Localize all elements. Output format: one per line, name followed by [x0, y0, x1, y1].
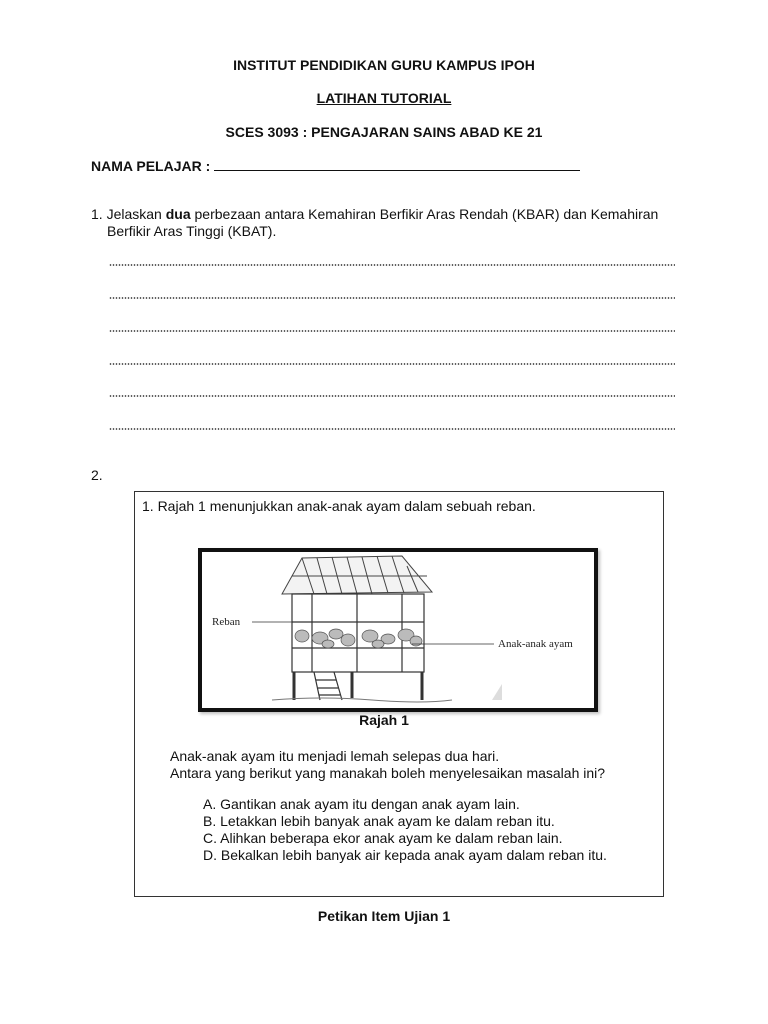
- coop-roof: [282, 556, 432, 594]
- answer-options: [203, 796, 607, 864]
- question-stem: [170, 748, 605, 782]
- coop-ladder: [314, 672, 342, 700]
- student-name-label: NAMA PELAJAR :: [91, 158, 211, 174]
- student-name-blank[interactable]: [214, 156, 580, 171]
- decorative-arrow-icon: [492, 684, 502, 700]
- question-1: [91, 206, 691, 240]
- answer-line[interactable]: [109, 362, 675, 366]
- question-1-text-before: Jelaskan: [106, 206, 166, 222]
- course-heading: SCES 3093 : PENGAJARAN SAINS ABAD KE 21: [225, 124, 543, 140]
- option-b[interactable]: B. Letakkan lebih banyak anak ayam ke dalam reban itu.: [203, 813, 555, 829]
- coop-figure: [198, 548, 598, 712]
- option-d[interactable]: D. Bekalkan lebih banyak air kepada anak ayam dalam reban itu.: [203, 847, 607, 863]
- answer-line[interactable]: [109, 296, 675, 300]
- student-name-row: [91, 156, 580, 174]
- answer-line[interactable]: [109, 427, 675, 431]
- question-1-number: 1.: [91, 206, 103, 222]
- answer-line[interactable]: [109, 263, 675, 267]
- item-source-caption: Petikan Item Ujian 1: [317, 908, 451, 924]
- question-1-text-line2: Berfikir Aras Tinggi (KBAT).: [107, 223, 277, 239]
- question-stem-line: Anak-anak ayam itu menjadi lemah selepas dua hari.: [170, 748, 500, 764]
- figure-caption: Rajah 1: [359, 712, 409, 728]
- chicks-label: Anak-anak ayam: [498, 638, 573, 650]
- question-stem-line: Antara yang berikut yang manakah boleh menyelesaikan masalah ini?: [170, 765, 606, 781]
- option-c[interactable]: C. Alihkan beberapa ekor anak ayam ke dalam reban lain.: [203, 830, 563, 846]
- answer-line[interactable]: [109, 329, 675, 333]
- question-1-emphasis: dua: [165, 206, 191, 222]
- answer-line[interactable]: [109, 394, 675, 398]
- option-a[interactable]: A. Gantikan anak ayam itu dengan anak ayam lain.: [203, 796, 520, 812]
- document-title: LATIHAN TUTORIAL: [316, 90, 452, 106]
- test-item-question: 1. Rajah 1 menunjukkan anak-anak ayam dalam sebuah reban.: [142, 498, 536, 514]
- question-2-number: 2.: [91, 467, 103, 483]
- reban-label: Reban: [212, 616, 241, 628]
- chicken-coop-illustration: [202, 552, 594, 708]
- institute-heading: INSTITUT PENDIDIKAN GURU KAMPUS IPOH: [233, 57, 535, 73]
- question-1-text-after: perbezaan antara Kemahiran Berfikir Aras Rendah (KBAR) dan Kemahiran: [190, 206, 659, 222]
- chicks-cluster: [295, 629, 422, 648]
- ground-line: [272, 698, 452, 702]
- coop-legs: [294, 672, 422, 700]
